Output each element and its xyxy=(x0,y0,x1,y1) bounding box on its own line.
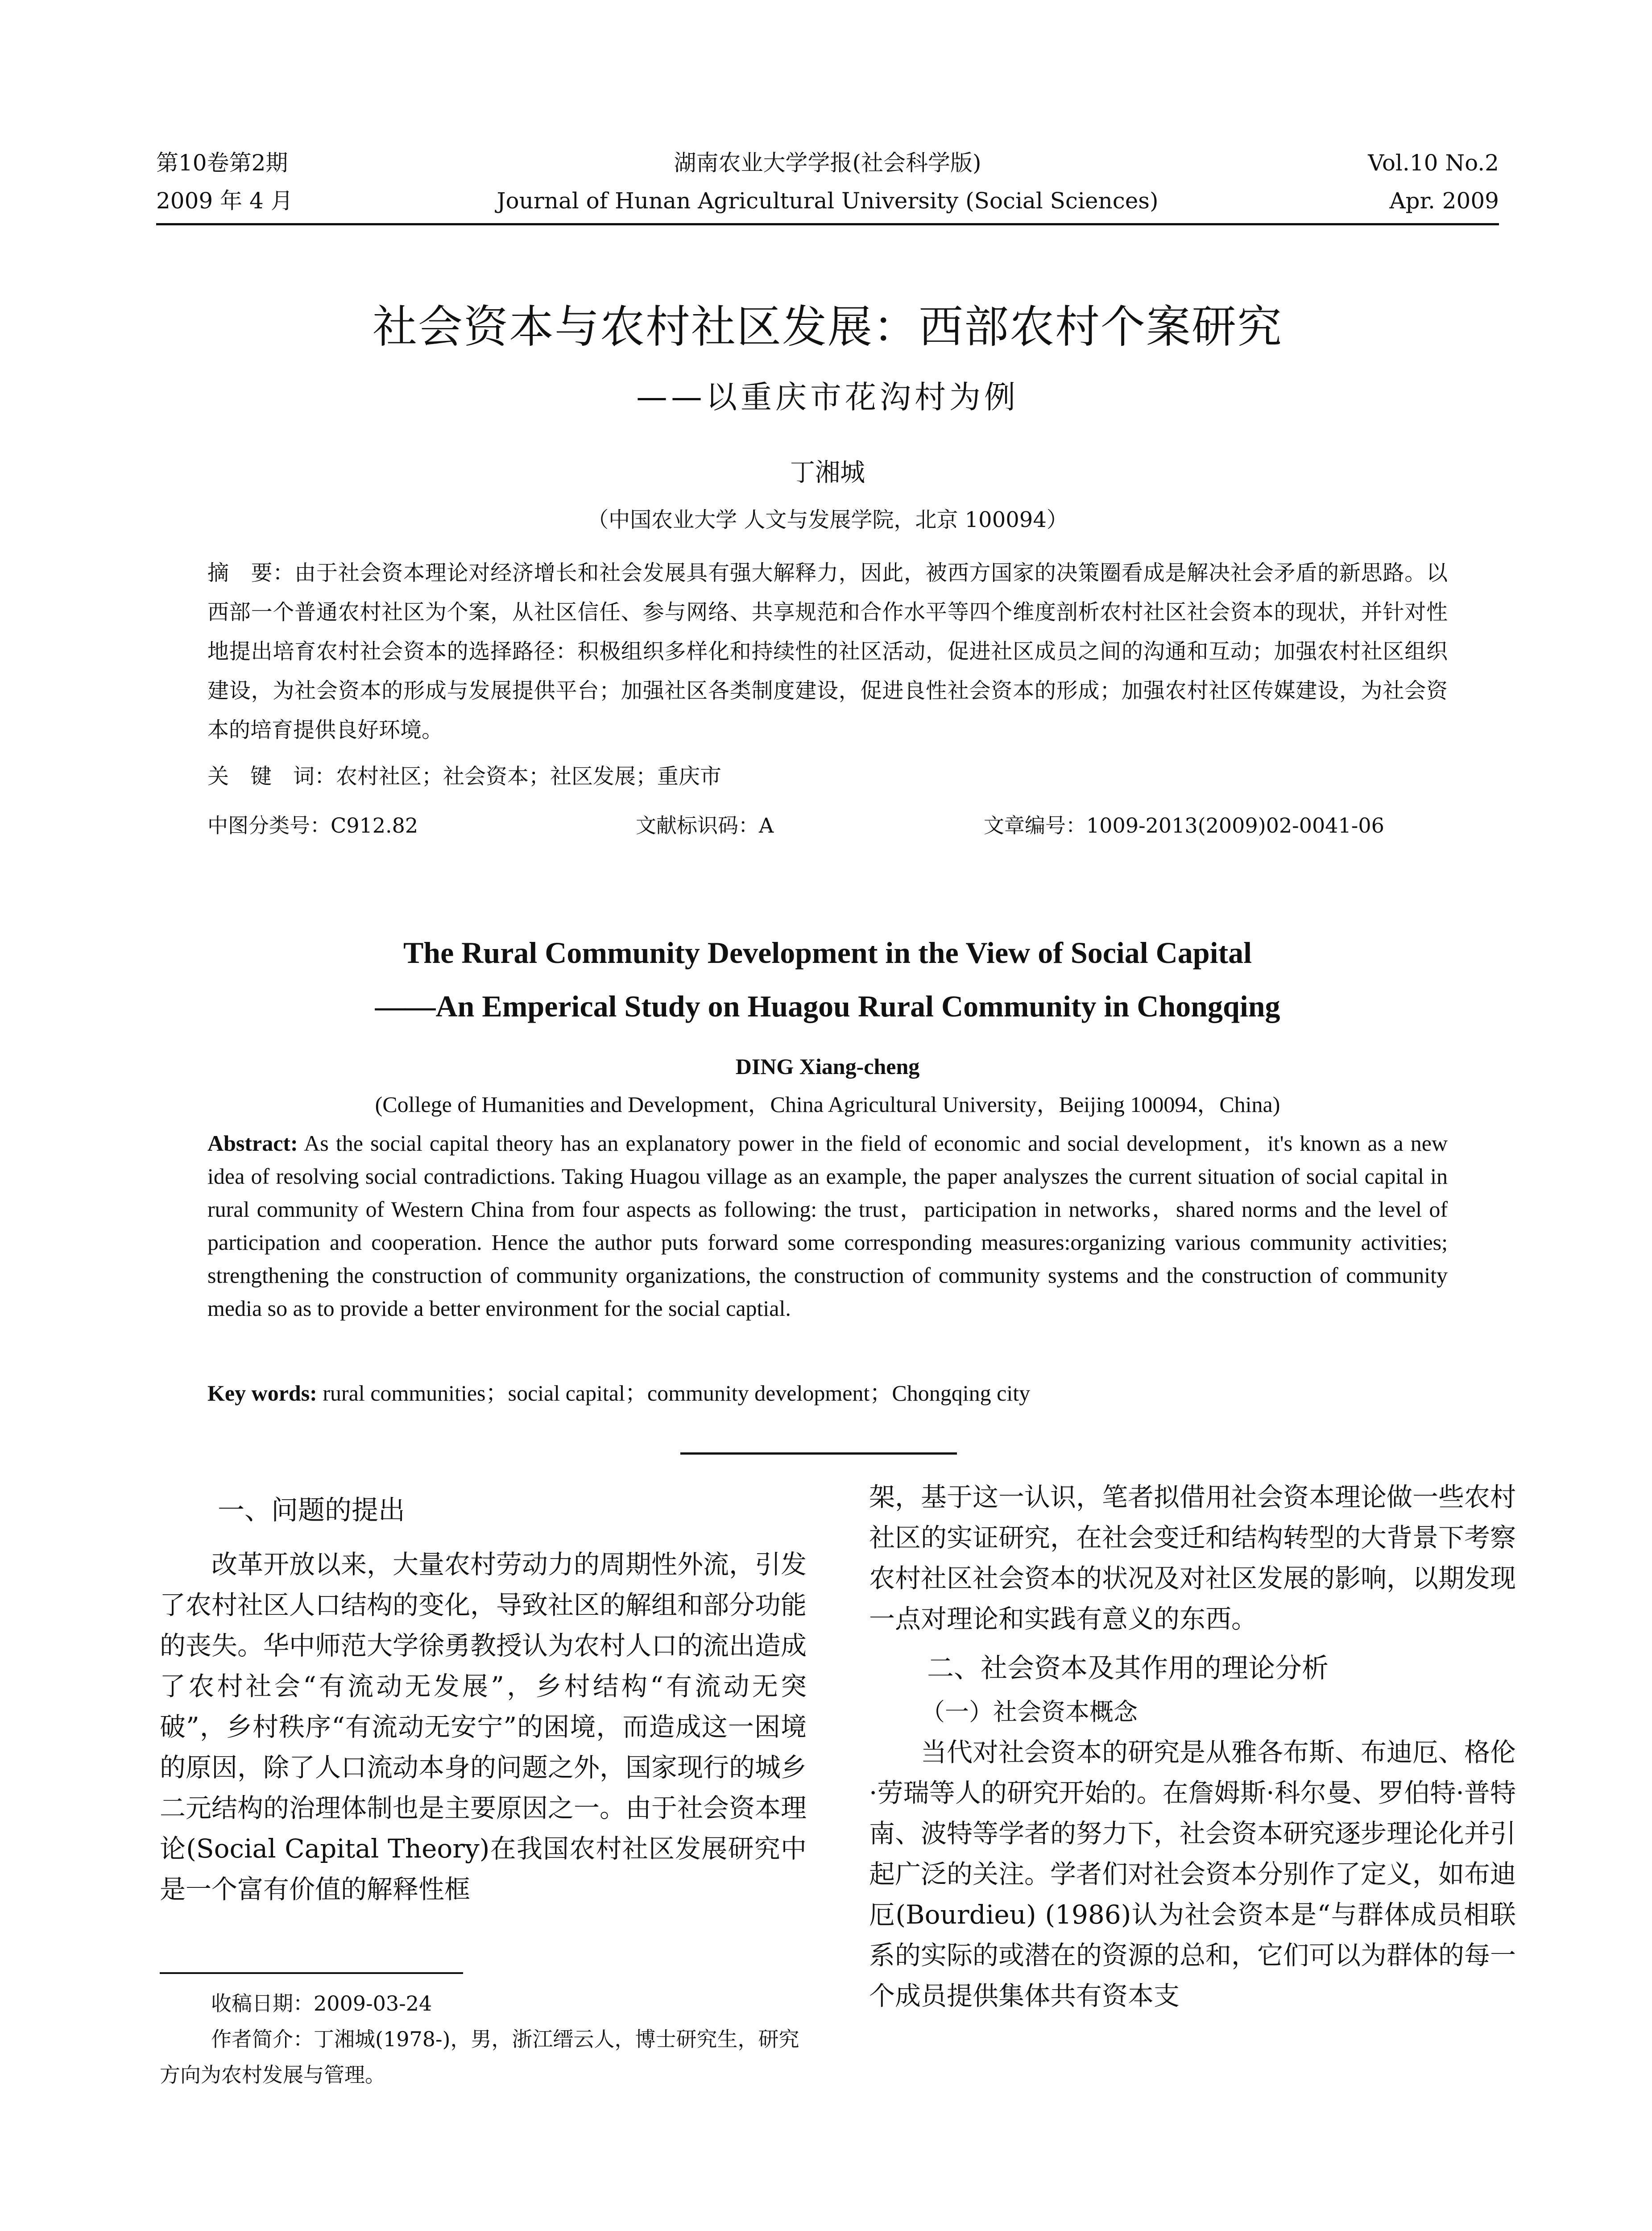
cn-keywords xyxy=(207,761,1448,792)
en-affiliation: (College of Humanities and Development，China Agricultural University，Beijing 100094，China) xyxy=(375,1092,1280,1117)
cn-abstract-label: 摘 要： xyxy=(207,560,295,585)
cn-keywords-label: 关 键 词： xyxy=(207,764,336,789)
clc-value: C912.82 xyxy=(331,813,418,838)
clc-number xyxy=(207,810,418,841)
doc-code-label: 文献标识码： xyxy=(636,813,759,838)
cn-title: 社会资本与农村社区发展：西部农村个案研究 xyxy=(373,301,1283,353)
month-year: Apr. 2009 xyxy=(1389,188,1499,214)
cn-subtitle: ——以重庆市花沟村为例 xyxy=(636,379,1019,415)
article-no-value: 1009-2013(2009)02-0041-06 xyxy=(1086,813,1384,838)
section2-heading: 二、社会资本及其作用的理论分析 xyxy=(927,1653,1329,1684)
body-column-right xyxy=(869,1477,1516,2016)
doc-code-value: A xyxy=(759,813,774,838)
section1-heading: 一、问题的提出 xyxy=(218,1495,405,1526)
clc-label: 中图分类号： xyxy=(207,813,331,838)
cn-abstract-text: 由于社会资本理论对经济增长和社会发展具有强大解释力，因此，被西方国家的决策圈看成是解决社会矛盾的新思路。以西部一个普通农村社区为个案，从社区信任、参与网络、共享规范和合作水平等四个维度剖析农村社区社会资本的现状，并针对性地提出培育农村社会资本的选择路径：积极组织多样化和持续性的社区活动，促进社区成员之间的沟通和互动；加强农村社区组织建设，为社会资本的形成与发展提供平台；加强社区各类制度建设，促进良性社会资本的形成；加强农村社区传媒建设，为社会资本的培育提供良好环境。 xyxy=(207,560,1448,742)
section2-paragraph1: 当代对社会资本的研究是从雅各布斯、布迪厄、格伦·劳瑞等人的研究开始的。在詹姆斯·科尔曼、罗伯特·普特南、波特等学者的努力下，社会资本研究逐步理论化并引起广泛的关注。学者们对社会资本分别作了定义，如布迪厄(Bourdieu) (1986)认为社会资本是“与群体成员相联系的实际的或潜在的资源的总和，它们可以为群体的每一个成员提供集体共有资本支 xyxy=(869,1737,1516,2011)
en-subtitle: ——An Emperical Study on Huagou Rural Community in Chongqing xyxy=(375,989,1280,1023)
section1-paragraph1: 改革开放以来，大量农村劳动力的周期性外流，引发了农村社区人口结构的变化，导致社区的解组和部分功能的丧失。华中师范大学徐勇教授认为农村人口的流出造成了农村社会“有流动无发展”，乡村结构“有流动无突破”，乡村秩序“有流动无安宁”的困境，而造成这一困境的原因，除了人口流动本身的问题之外，国家现行的城乡二元结构的治理体制也是主要原因之一。由于社会资本理论(Social Capital Theory)在我国农村社区发展研究中是一个富有价值的解释性框 xyxy=(160,1549,807,1904)
article-number xyxy=(984,810,1384,841)
issue-date: 2009 年 4 月 xyxy=(156,188,293,214)
footnote-rule xyxy=(160,1972,463,1974)
section-separator xyxy=(680,1452,957,1455)
en-keywords xyxy=(207,1377,1448,1410)
body-column-left xyxy=(160,1490,807,1910)
document-code xyxy=(636,810,774,841)
footnotes xyxy=(160,1986,807,2093)
en-keywords-text: rural communities；social capital；community development；Chongqing city xyxy=(317,1381,1031,1406)
footnote-author-bio: 作者简介：丁湘城(1978-)，男，浙江缙云人，博士研究生，研究方向为农村发展与管理。 xyxy=(160,2027,799,2087)
en-abstract-label: Abstract: xyxy=(207,1131,298,1156)
section1-paragraph1-continued: 架，基于这一认识，笔者拟借用社会资本理论做一些农村社区的实证研究，在社会变迁和结构转型的大背景下考察农村社区社会资本的状况及对社区发展的影响，以期发现一点对理论和实践有意义的东西。 xyxy=(869,1482,1516,1634)
volume-issue: 第10卷第2期 xyxy=(156,150,288,176)
footnote-received-date: 收稿日期：2009-03-24 xyxy=(211,1991,432,2015)
article-no-label: 文章编号： xyxy=(984,813,1086,838)
cn-abstract xyxy=(207,553,1448,750)
cn-author: 丁湘城 xyxy=(790,458,865,487)
header-rule xyxy=(156,223,1499,225)
journal-name-en: Journal of Hunan Agricultural University (Social Sciences) xyxy=(497,188,1159,214)
journal-name-cn: 湖南农业大学学报(社会科学版) xyxy=(674,150,981,176)
cn-affiliation: （中国农业大学 人文与发展学院，北京 100094） xyxy=(587,507,1068,532)
en-abstract xyxy=(207,1127,1448,1325)
subsection1-heading: （一）社会资本概念 xyxy=(921,1698,1138,1726)
en-author: DING Xiang-cheng xyxy=(735,1054,920,1079)
en-keywords-label: Key words: xyxy=(207,1381,317,1406)
vol-no: Vol.10 No.2 xyxy=(1368,150,1499,176)
en-abstract-text: As the social capital theory has an explanatory power in the field of economic and social development，it's known as a new idea of resolving social contradictions. Taking Huagou village as an example, the paper analyszes the current situation of social capital in rural community of Western China from four aspects as following: the trust，participation in networks，shared norms and the level of participation and cooperation. Hence the author puts forward some corresponding measures:organizing various community activities; strengthening the construction of community organizations, the construction of community systems and the construction of community media so as to provide a better environment for the social captial. xyxy=(207,1131,1448,1321)
cn-keywords-text: 农村社区；社会资本；社区发展；重庆市 xyxy=(336,764,722,789)
en-title: The Rural Community Development in the View of Social Capital xyxy=(403,936,1252,970)
